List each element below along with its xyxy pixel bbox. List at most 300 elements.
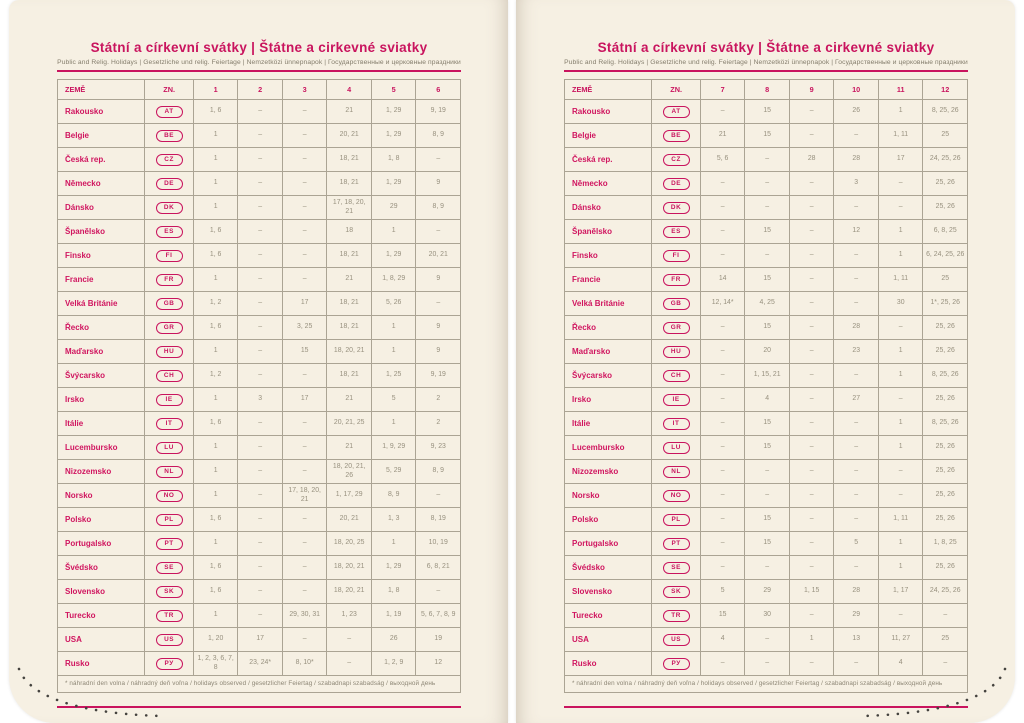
holiday-dates-cell: 9, 19 (416, 364, 461, 388)
holiday-dates-cell: – (745, 196, 790, 220)
country-code-cell (145, 508, 194, 532)
country-code-badge: PL (663, 514, 690, 526)
country-row (58, 172, 461, 196)
country-name: Nizozemsko (58, 460, 145, 484)
holiday-dates-cell: 1, 11 (878, 268, 923, 292)
holiday-dates-cell: 1 (193, 436, 238, 460)
page-left-content (9, 0, 508, 708)
holiday-dates-cell: – (282, 556, 327, 580)
holiday-dates-cell: 1, 6 (193, 508, 238, 532)
holiday-dates-cell: – (834, 268, 879, 292)
country-code-badge: LU (156, 442, 183, 454)
holiday-dates-cell: 1, 11 (878, 508, 923, 532)
country-name: USA (565, 628, 652, 652)
country-name: Portugalsko (565, 532, 652, 556)
holiday-dates-cell: – (238, 460, 283, 484)
holiday-dates-cell: 1, 15, 21 (745, 364, 790, 388)
holiday-dates-cell: – (923, 652, 968, 676)
holiday-dates-cell: 1 (878, 100, 923, 124)
country-row (58, 628, 461, 652)
holiday-dates-cell: – (834, 556, 879, 580)
holiday-dates-cell: 1, 8, 25 (923, 532, 968, 556)
holiday-dates-cell: 6, 8, 21 (416, 556, 461, 580)
holiday-dates-cell: – (834, 412, 879, 436)
country-code-badge: РУ (156, 658, 183, 670)
holiday-dates-cell: – (789, 652, 834, 676)
holiday-dates-cell: 25, 26 (923, 196, 968, 220)
country-code-cell (145, 628, 194, 652)
holiday-dates-cell: 1 (193, 124, 238, 148)
holiday-dates-cell: 21 (700, 124, 745, 148)
holiday-dates-cell: 25, 26 (923, 388, 968, 412)
holiday-dates-cell: 17 (878, 148, 923, 172)
holiday-dates-cell: – (238, 196, 283, 220)
holiday-dates-cell: – (789, 244, 834, 268)
holiday-dates-cell: 15 (745, 124, 790, 148)
holiday-dates-cell: 5 (371, 388, 416, 412)
holiday-dates-cell: – (789, 100, 834, 124)
holiday-dates-cell: 17 (282, 388, 327, 412)
holiday-dates-cell: 8, 19 (416, 508, 461, 532)
holiday-dates-cell: – (700, 244, 745, 268)
country-code-badge: ES (156, 226, 183, 238)
holiday-dates-cell: 15 (745, 412, 790, 436)
holiday-dates-cell: – (745, 460, 790, 484)
country-code-badge: HU (663, 346, 690, 358)
holiday-dates-cell: – (238, 532, 283, 556)
holiday-dates-cell: 25, 26 (923, 508, 968, 532)
holiday-dates-cell: 1, 29 (371, 124, 416, 148)
country-row (565, 172, 968, 196)
column-header-month: 9 (789, 80, 834, 100)
holiday-dates-cell: 12 (834, 220, 879, 244)
holiday-dates-cell: – (789, 316, 834, 340)
country-code-cell (652, 508, 701, 532)
holiday-dates-cell: 8, 9 (416, 124, 461, 148)
country-code-cell (145, 244, 194, 268)
country-code-badge: BE (156, 130, 183, 142)
holiday-dates-cell: – (700, 436, 745, 460)
country-code-cell (652, 532, 701, 556)
holiday-dates-cell: 25, 26 (923, 460, 968, 484)
column-header-month: 1 (193, 80, 238, 100)
column-header-month: 2 (238, 80, 283, 100)
perforation-dots-right (859, 667, 1009, 719)
country-code-badge: DK (156, 202, 183, 214)
country-row (58, 292, 461, 316)
country-code-cell (652, 364, 701, 388)
holiday-dates-cell: 1, 2 (193, 292, 238, 316)
holiday-dates-cell: 1, 6 (193, 556, 238, 580)
country-code-badge: PT (156, 538, 183, 550)
holiday-dates-cell: 1 (878, 532, 923, 556)
country-row (58, 532, 461, 556)
holiday-dates-cell: – (745, 556, 790, 580)
holiday-dates-cell: – (789, 484, 834, 508)
holiday-dates-cell: 1, 29 (371, 244, 416, 268)
holiday-dates-cell: 29 (371, 196, 416, 220)
holiday-dates-cell: – (238, 340, 283, 364)
country-code-cell (652, 340, 701, 364)
country-name: Německo (58, 172, 145, 196)
country-code-badge: GR (663, 322, 690, 334)
holiday-dates-cell: 9 (416, 268, 461, 292)
column-header-month: 12 (923, 80, 968, 100)
holiday-dates-cell: – (282, 148, 327, 172)
holiday-dates-cell: 1, 17, 29 (327, 484, 372, 508)
country-name: Francie (565, 268, 652, 292)
holiday-dates-cell: 20, 21, 25 (327, 412, 372, 436)
holiday-dates-cell: 3 (834, 172, 879, 196)
holiday-dates-cell: – (282, 436, 327, 460)
holiday-dates-cell: 25, 26 (923, 340, 968, 364)
page-subtitle: Public and Relig. Holidays | Gesetzliche und relig. Feiertage | Nemzetközi ünnepnapok | Государственные и церковные праздники (564, 59, 968, 66)
country-code-cell (652, 628, 701, 652)
holiday-dates-cell: 18, 20, 21 (327, 556, 372, 580)
holiday-dates-cell: 1 (193, 196, 238, 220)
holiday-dates-cell: 8, 9 (416, 460, 461, 484)
country-code-cell (145, 460, 194, 484)
country-name: Slovensko (565, 580, 652, 604)
holiday-dates-cell: – (745, 244, 790, 268)
holiday-dates-cell: – (745, 484, 790, 508)
country-name: Belgie (565, 124, 652, 148)
holiday-dates-cell: – (416, 484, 461, 508)
country-row (565, 532, 968, 556)
holiday-dates-cell: 1 (193, 388, 238, 412)
holiday-dates-cell: 17 (238, 628, 283, 652)
holiday-dates-cell: – (700, 220, 745, 244)
country-row (565, 148, 968, 172)
holiday-dates-cell: 25, 26 (923, 484, 968, 508)
holiday-dates-cell: – (700, 556, 745, 580)
holiday-dates-cell: 18, 20, 21, 26 (327, 460, 372, 484)
holiday-dates-cell: 8, 10* (282, 652, 327, 676)
country-code-badge: FI (156, 250, 183, 262)
holiday-dates-cell: 1, 29 (371, 556, 416, 580)
holiday-dates-cell: – (700, 460, 745, 484)
country-name: Lucembursko (565, 436, 652, 460)
country-code-badge: HU (156, 346, 183, 358)
holiday-dates-cell: 9 (416, 316, 461, 340)
holiday-dates-cell: – (789, 292, 834, 316)
holiday-dates-cell: 28 (834, 580, 879, 604)
holiday-dates-cell: – (789, 220, 834, 244)
holiday-dates-cell: 8, 25, 26 (923, 412, 968, 436)
country-code-cell (145, 436, 194, 460)
country-code-cell (652, 268, 701, 292)
holiday-dates-cell: – (834, 196, 879, 220)
holiday-dates-cell: – (238, 100, 283, 124)
holiday-dates-cell: – (238, 244, 283, 268)
country-name: Švýcarsko (565, 364, 652, 388)
holiday-dates-cell: 8, 9 (416, 196, 461, 220)
holiday-dates-cell: – (789, 124, 834, 148)
country-name: Polsko (58, 508, 145, 532)
country-row (58, 412, 461, 436)
holiday-dates-cell: 9 (416, 340, 461, 364)
country-code-badge: IT (663, 418, 690, 430)
holiday-dates-cell: 1 (371, 316, 416, 340)
perforation-dots-left (15, 667, 165, 719)
country-code-cell (145, 340, 194, 364)
holiday-dates-cell: 4 (745, 388, 790, 412)
holiday-dates-cell: – (700, 100, 745, 124)
column-header-code: ZN. (652, 80, 701, 100)
holiday-dates-cell: 9, 23 (416, 436, 461, 460)
country-name: Nizozemsko (565, 460, 652, 484)
holiday-dates-cell: 19 (416, 628, 461, 652)
holiday-dates-cell: 20 (745, 340, 790, 364)
page-title: Státní a církevní svátky | Štátne a cirkevné sviatky (90, 40, 428, 55)
holiday-dates-cell: 20, 21 (416, 244, 461, 268)
holiday-dates-cell: 1, 2 (193, 364, 238, 388)
country-code-badge: РУ (663, 658, 690, 670)
country-row (58, 124, 461, 148)
holiday-dates-cell: – (834, 244, 879, 268)
holiday-dates-cell: – (878, 604, 923, 628)
holiday-dates-cell: – (878, 460, 923, 484)
country-code-badge: NL (156, 466, 183, 478)
holiday-dates-cell: 1, 6 (193, 316, 238, 340)
country-code-cell (145, 604, 194, 628)
holiday-dates-cell: 1, 20 (193, 628, 238, 652)
country-name: Polsko (565, 508, 652, 532)
holiday-dates-cell: – (416, 148, 461, 172)
country-code-cell (652, 148, 701, 172)
holiday-dates-cell: 25, 26 (923, 556, 968, 580)
country-code-badge: IE (156, 394, 183, 406)
holiday-dates-cell: 14 (700, 268, 745, 292)
holiday-dates-cell: 25, 26 (923, 316, 968, 340)
country-row (565, 484, 968, 508)
country-row (565, 388, 968, 412)
holiday-dates-cell: – (700, 484, 745, 508)
country-row (565, 580, 968, 604)
country-row (58, 436, 461, 460)
country-code-badge: NO (156, 490, 183, 502)
country-code-badge: IT (156, 418, 183, 430)
holiday-dates-cell: 25 (923, 124, 968, 148)
holiday-dates-cell: 1 (878, 244, 923, 268)
country-code-badge: IE (663, 394, 690, 406)
holiday-dates-cell: 1, 15 (789, 580, 834, 604)
country-code-badge: BE (663, 130, 690, 142)
column-header-month: 11 (878, 80, 923, 100)
holiday-dates-cell: 1, 8, 29 (371, 268, 416, 292)
country-code-cell (652, 580, 701, 604)
holiday-dates-cell: – (238, 556, 283, 580)
holiday-dates-cell: 23, 24* (238, 652, 283, 676)
holiday-dates-cell: 4, 25 (745, 292, 790, 316)
holiday-dates-cell: 30 (745, 604, 790, 628)
holiday-dates-cell: 18 (327, 220, 372, 244)
holiday-dates-cell: – (789, 364, 834, 388)
holiday-dates-cell: 28 (834, 316, 879, 340)
country-code-badge: SE (156, 562, 183, 574)
country-row (58, 244, 461, 268)
holiday-dates-cell: – (878, 484, 923, 508)
column-header-country: ZEMĚ (58, 80, 145, 100)
column-header-country: ZEMĚ (565, 80, 652, 100)
holiday-dates-cell: – (878, 388, 923, 412)
holiday-dates-cell: 1*, 25, 26 (923, 292, 968, 316)
country-row (58, 484, 461, 508)
holiday-dates-cell: – (700, 340, 745, 364)
country-code-badge: LU (663, 442, 690, 454)
holiday-dates-cell: 1 (193, 484, 238, 508)
holiday-dates-cell: – (789, 412, 834, 436)
holiday-dates-cell: 1, 17 (878, 580, 923, 604)
column-header-month: 7 (700, 80, 745, 100)
country-row (565, 412, 968, 436)
column-header-code: ZN. (145, 80, 194, 100)
country-code-cell (652, 388, 701, 412)
country-name: Německo (565, 172, 652, 196)
header-rule (564, 70, 968, 72)
holiday-dates-cell: – (878, 316, 923, 340)
holiday-dates-cell: – (238, 436, 283, 460)
holiday-dates-cell: 1 (789, 628, 834, 652)
country-code-cell (652, 292, 701, 316)
country-code-cell (652, 100, 701, 124)
holiday-dates-cell: – (878, 196, 923, 220)
country-code-cell (145, 412, 194, 436)
holiday-dates-cell: 1, 11 (878, 124, 923, 148)
holidays-table-left (57, 79, 461, 693)
country-name: Lucembursko (58, 436, 145, 460)
country-code-cell (145, 124, 194, 148)
holiday-dates-cell: 1 (193, 460, 238, 484)
country-code-cell (145, 268, 194, 292)
holiday-dates-cell: 24, 25, 26 (923, 580, 968, 604)
holiday-dates-cell: – (416, 292, 461, 316)
country-code-cell (652, 460, 701, 484)
holiday-dates-cell: – (282, 460, 327, 484)
country-name: Turecko (58, 604, 145, 628)
holiday-dates-cell: 1 (193, 268, 238, 292)
page-right (516, 0, 1015, 723)
holiday-dates-cell: – (745, 172, 790, 196)
holiday-dates-cell: 18, 21 (327, 316, 372, 340)
holiday-dates-cell: 1 (371, 220, 416, 244)
country-code-badge: FR (663, 274, 690, 286)
country-name: Rusko (565, 652, 652, 676)
holiday-dates-cell: – (700, 196, 745, 220)
country-name: Irsko (565, 388, 652, 412)
country-code-cell (145, 148, 194, 172)
holiday-dates-cell: – (238, 364, 283, 388)
holiday-dates-cell: 1, 6 (193, 220, 238, 244)
country-name: Norsko (58, 484, 145, 508)
holiday-dates-cell: 17, 18, 20, 21 (327, 196, 372, 220)
country-code-badge: SE (663, 562, 690, 574)
country-code-badge: US (663, 634, 690, 646)
holiday-dates-cell: 5, 26 (371, 292, 416, 316)
holiday-dates-cell: 15 (745, 220, 790, 244)
country-row (58, 196, 461, 220)
country-code-badge: GR (156, 322, 183, 334)
holiday-dates-cell: 6, 24, 25, 26 (923, 244, 968, 268)
holiday-dates-cell: 24, 25, 26 (923, 148, 968, 172)
country-row (565, 628, 968, 652)
country-code-badge: US (156, 634, 183, 646)
country-code-cell (652, 244, 701, 268)
holiday-dates-cell: – (282, 100, 327, 124)
country-row (565, 124, 968, 148)
country-row (565, 316, 968, 340)
holiday-dates-cell: 15 (745, 268, 790, 292)
country-row (58, 508, 461, 532)
holiday-dates-cell: – (238, 412, 283, 436)
country-name: Dánsko (58, 196, 145, 220)
country-name: Švédsko (58, 556, 145, 580)
holiday-dates-cell: – (238, 316, 283, 340)
country-name: Irsko (58, 388, 145, 412)
holiday-dates-cell: 9, 19 (416, 100, 461, 124)
holiday-dates-cell: – (834, 484, 879, 508)
country-code-badge: SK (156, 586, 183, 598)
holiday-dates-cell: – (700, 532, 745, 556)
country-name: USA (58, 628, 145, 652)
holiday-dates-cell: – (238, 124, 283, 148)
holiday-dates-cell: 3 (238, 388, 283, 412)
country-code-cell (652, 172, 701, 196)
country-code-cell (145, 292, 194, 316)
holiday-dates-cell: 8, 9 (371, 484, 416, 508)
holiday-dates-cell: 1, 6 (193, 580, 238, 604)
column-header-month: 5 (371, 80, 416, 100)
holiday-dates-cell: – (282, 412, 327, 436)
country-code-cell (652, 484, 701, 508)
country-code-badge: CZ (156, 154, 183, 166)
country-code-badge: DE (156, 178, 183, 190)
holiday-dates-cell: 25 (923, 628, 968, 652)
country-name: Finsko (565, 244, 652, 268)
holiday-dates-cell: 28 (834, 148, 879, 172)
table-footnote: * náhradní den volna / náhradný deň voľna / holidays observed / gesetzlicher Feiertag / szabadnapi szabadság / выходной день (565, 676, 968, 693)
country-code-cell (145, 484, 194, 508)
holiday-dates-cell: 1, 6 (193, 244, 238, 268)
country-code-cell (652, 652, 701, 676)
holiday-dates-cell: 29, 30, 31 (282, 604, 327, 628)
country-row (58, 220, 461, 244)
holiday-dates-cell: – (282, 628, 327, 652)
country-code-badge: TR (156, 610, 183, 622)
holiday-dates-cell: – (282, 124, 327, 148)
holiday-dates-cell: 26 (371, 628, 416, 652)
country-row (58, 268, 461, 292)
holiday-dates-cell: – (238, 148, 283, 172)
holiday-dates-cell: – (238, 292, 283, 316)
holiday-dates-cell: 5 (700, 580, 745, 604)
holiday-dates-cell: 13 (834, 628, 879, 652)
country-row (565, 292, 968, 316)
holiday-dates-cell: – (789, 508, 834, 532)
holiday-dates-cell: – (238, 604, 283, 628)
holiday-dates-cell: 15 (745, 532, 790, 556)
country-code-badge: FI (663, 250, 690, 262)
country-code-cell (145, 172, 194, 196)
country-name: Španělsko (58, 220, 145, 244)
holiday-dates-cell: – (834, 364, 879, 388)
column-header-month: 6 (416, 80, 461, 100)
holiday-dates-cell: 18, 21 (327, 364, 372, 388)
country-code-badge: SK (663, 586, 690, 598)
country-row (565, 100, 968, 124)
holiday-dates-cell: – (282, 172, 327, 196)
holiday-dates-cell: 1 (878, 364, 923, 388)
